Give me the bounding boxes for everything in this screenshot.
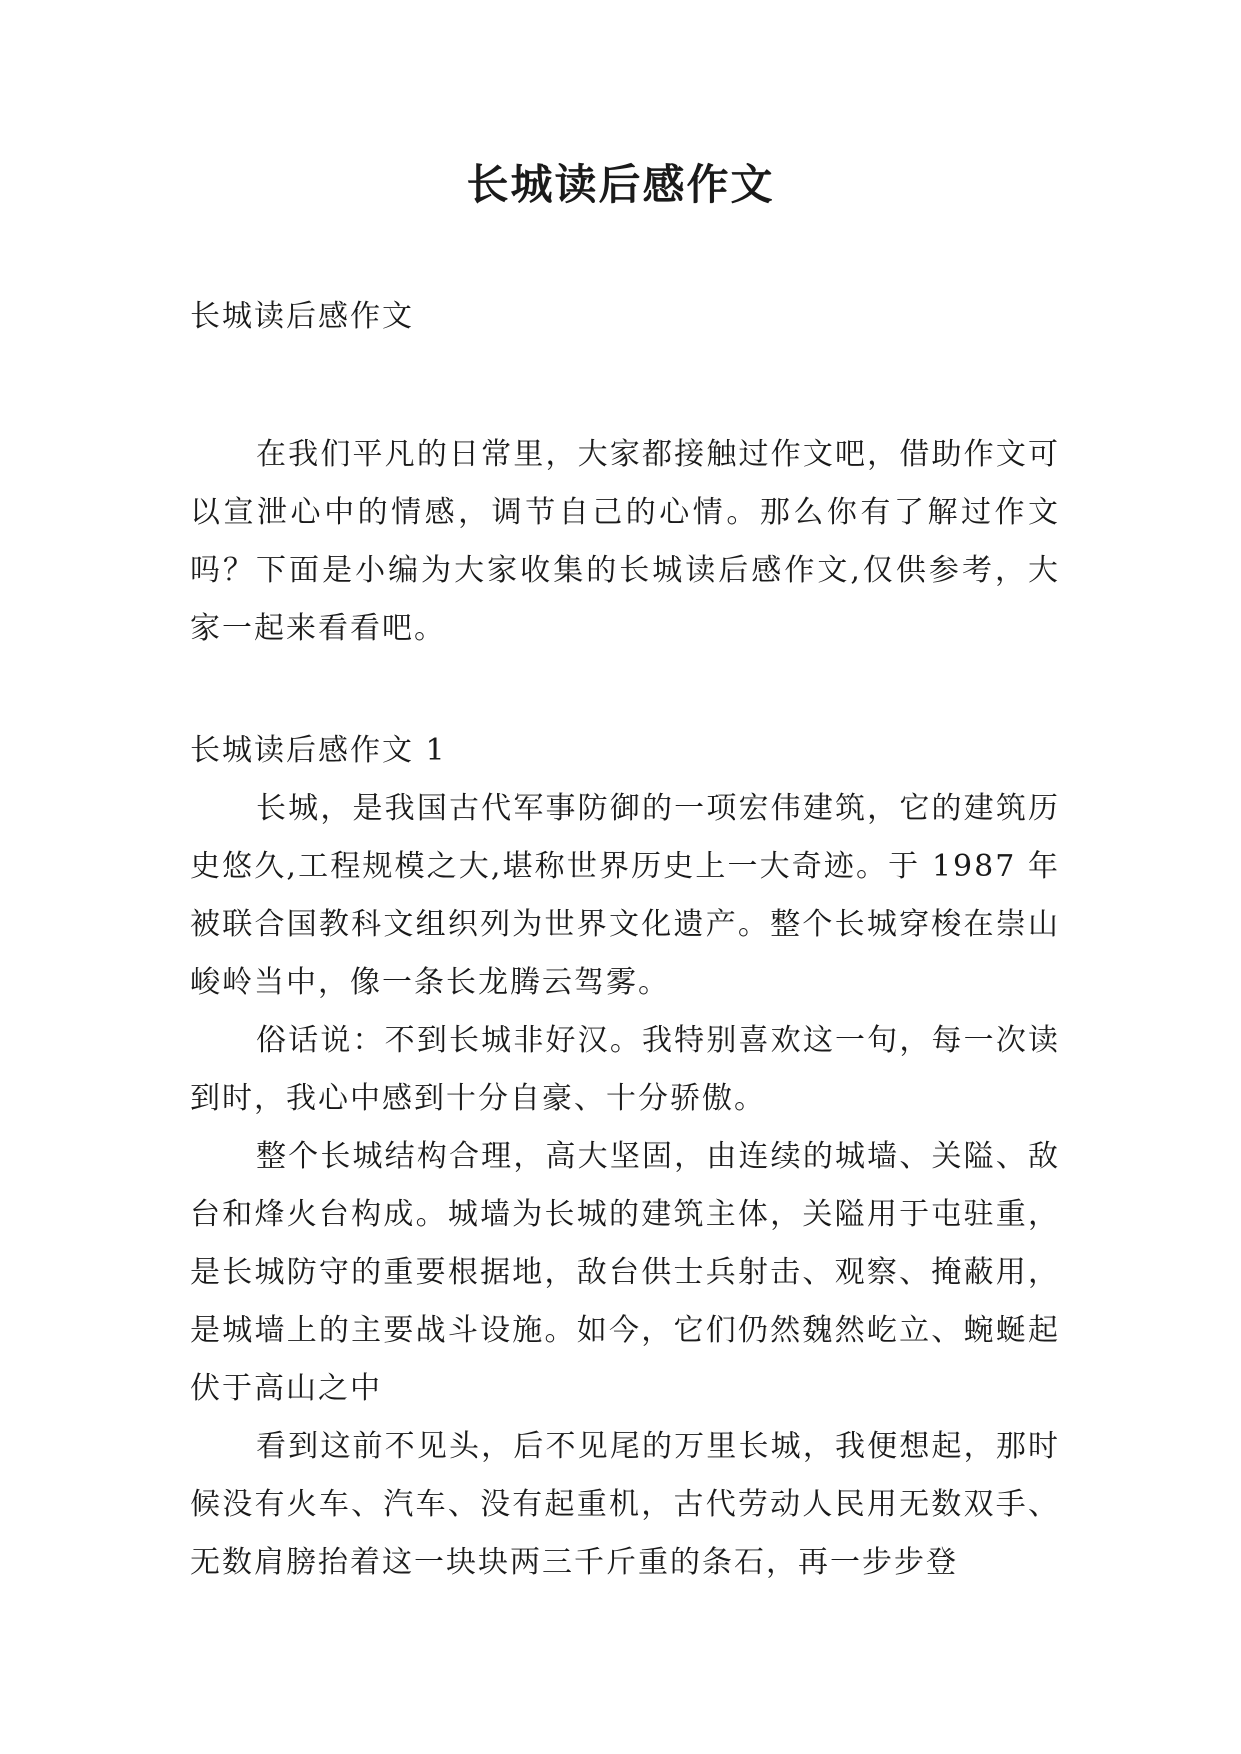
- document-body: [190, 288, 1060, 1592]
- spacer: [190, 404, 1060, 426]
- body-paragraph: 长城，是我国古代军事防御的一项宏伟建筑，它的建筑历史悠久,工程规模之大,堪称世界历史上一大奇迹。于 1987 年被联合国教科文组织列为世界文化遗产。整个长城穿梭在崇山峻岭当中，像一条长龙腾云驾雾。: [190, 791, 1060, 1000]
- spacer: [190, 346, 1060, 404]
- section-heading: 长城读后感作文 1: [190, 733, 447, 768]
- body-paragraph: 整个长城结构合理，高大坚固，由连续的城墙、关隘、敌台和烽火台构成。城墙为长城的建筑主体，关隘用于屯驻重，是长城防守的重要根据地，敌台供士兵射击、观察、掩蔽用，是城墙上的主要战斗设施。如今，它们仍然魏然屹立、蜿蜒起伏于高山之中: [190, 1139, 1060, 1406]
- intro-paragraph: 在我们平凡的日常里，大家都接触过作文吧，借助作文可以宣泄心中的情感，调节自己的心情。那么你有了解过作文吗？下面是小编为大家收集的长城读后感作文,仅供参考，大家一起来看看吧。: [190, 437, 1060, 646]
- body-paragraph: 看到这前不见头，后不见尾的万里长城，我便想起，那时候没有火车、汽车、没有起重机，古代劳动人民用无数双手、无数肩膀抬着这一块块两三千斤重的条石，再一步步登: [190, 1429, 1060, 1580]
- spacer: [190, 658, 1060, 716]
- body-paragraph: 俗话说：不到长城非好汉。我特别喜欢这一句，每一次读到时，我心中感到十分自豪、十分骄傲。: [190, 1023, 1060, 1116]
- document-subtitle: 长城读后感作文: [190, 299, 414, 334]
- document-title: 长城读后感作文: [466, 160, 775, 209]
